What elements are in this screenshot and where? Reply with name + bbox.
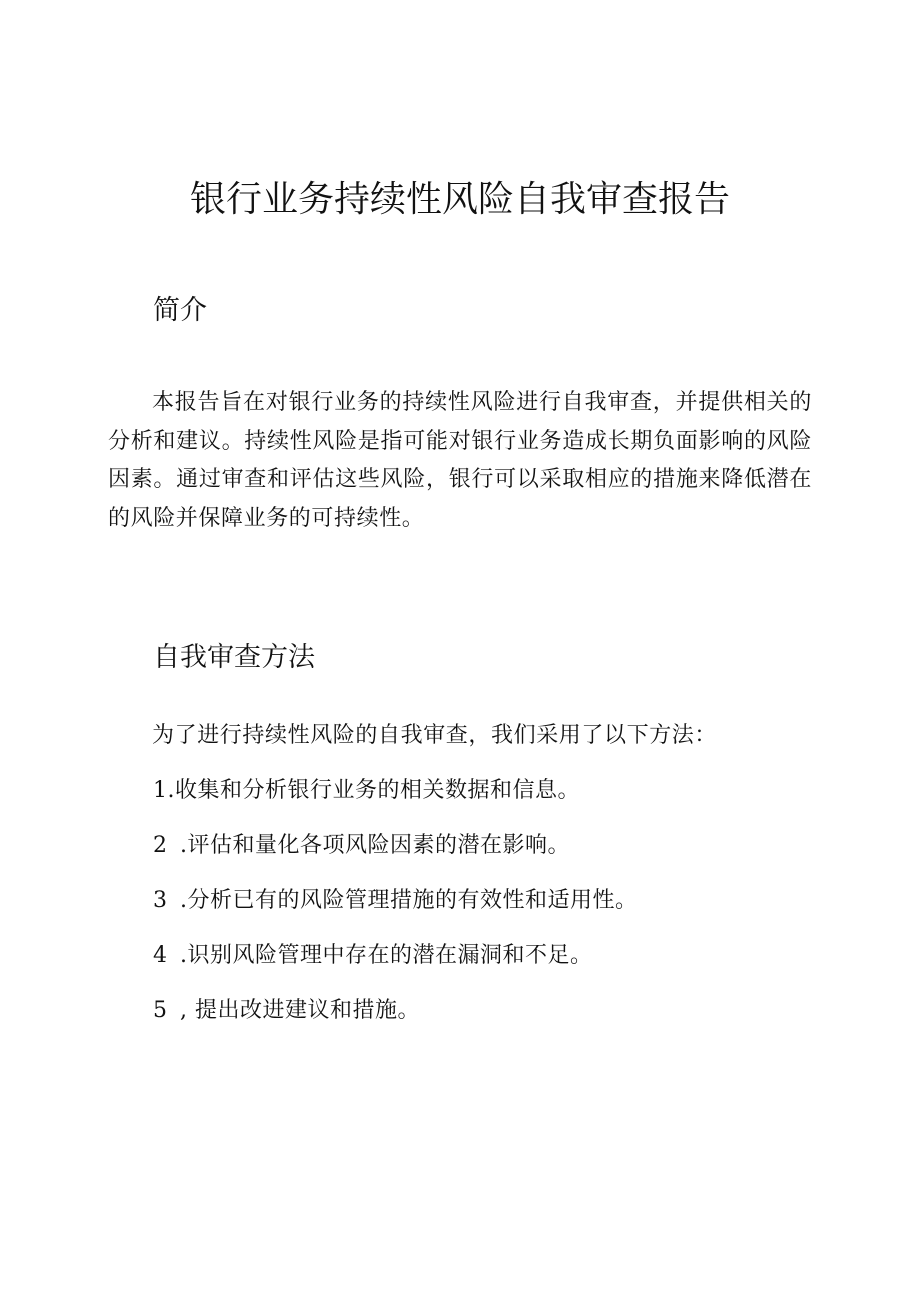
list-item-text: , 提出改进建议和措施。 — [180, 998, 420, 1023]
section-heading-intro: 简介 — [153, 295, 207, 326]
list-item-number: 4 — [153, 943, 168, 968]
list-item — [153, 937, 638, 992]
list-item — [153, 882, 638, 937]
intro-paragraph: 本报告旨在对银行业务的持续性风险进行自我审查，并提供相关的分析和建议。持续性风险是指可能对银行业务造成长期负面影响的风险因素。通过审查和评估这些风险，银行可以采取相应的措施来降低潜在的风险并保障业务的可持续性。 — [108, 390, 812, 531]
list-item-number: 1. — [153, 778, 175, 803]
list-item — [153, 827, 638, 882]
list-item-text: .分析已有的风险管理措施的有效性和适用性。 — [180, 888, 638, 913]
list-item-text: 收集和分析银行业务的相关数据和信息。 — [175, 778, 581, 803]
document-title: 银行业务持续性风险自我审查报告 — [189, 179, 730, 220]
list-item — [153, 772, 638, 827]
method-list — [153, 772, 638, 1047]
list-item — [153, 992, 638, 1047]
list-item-text: .识别风险管理中存在的潜在漏洞和不足。 — [180, 943, 593, 968]
list-item-number: 5 — [153, 998, 168, 1023]
section-heading-method: 自我审查方法 — [153, 642, 315, 673]
list-item-number: 2 — [153, 833, 168, 858]
list-item-number: 3 — [153, 888, 168, 913]
method-intro-paragraph: 为了进行持续性风险的自我审查，我们采用了以下方法： — [152, 723, 718, 748]
list-item-text: .评估和量化各项风险因素的潜在影响。 — [180, 833, 570, 858]
